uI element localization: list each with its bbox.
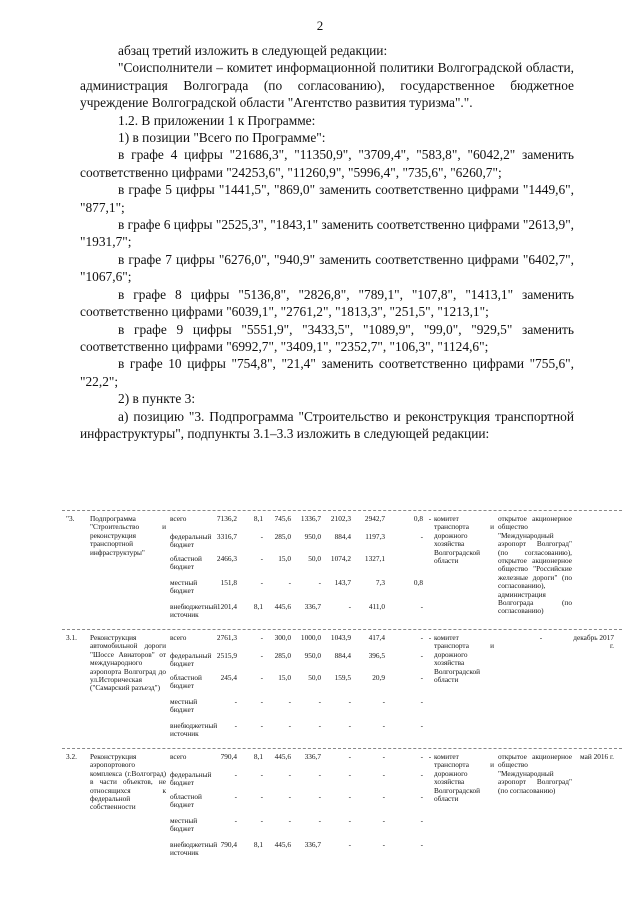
value-cell: - [420, 673, 423, 682]
executor: комитет транспорта и дорожного хозяйства Волгоградской области [434, 752, 494, 804]
value-cell: 336,7 [304, 840, 321, 849]
value-cell: - [420, 770, 423, 779]
value-cell: 884,4 [334, 651, 351, 660]
item-name: Подпрограмма "Строительство и реконструкция транспортной инфраструктуры" [90, 514, 166, 557]
value-cell: - [420, 633, 423, 642]
value-cell: - [382, 770, 385, 779]
value-cell: 396,5 [368, 651, 385, 660]
paragraph: в графе 9 цифры "5551,9", "3433,5", "1089,9", "99,0", "929,5" заменить соответственно цифрами "6992,7", "3409,1", "2352,7", "106,3", "1124,6"; [80, 321, 574, 354]
value-cell: - [318, 697, 321, 706]
source-label: всего [170, 752, 187, 761]
value-cell: 50,0 [308, 554, 321, 563]
value-cell: - [260, 770, 263, 779]
value-cell: 1000,0 [300, 633, 321, 642]
source-label: всего [170, 633, 187, 642]
body-text [80, 42, 574, 442]
value-cell: 151,8 [220, 578, 237, 587]
value-cell: - [420, 651, 423, 660]
table-block [62, 748, 622, 871]
value-cell: - [420, 697, 423, 706]
value-cell: - [420, 752, 423, 761]
value-cell: 7136,2 [216, 514, 237, 523]
dash-cell: - [428, 514, 432, 523]
value-cell: 1336,7 [300, 514, 321, 523]
value-cell: - [318, 770, 321, 779]
value-cell: - [382, 840, 385, 849]
value-cell: - [288, 816, 291, 825]
source-label: местный бюджет [170, 816, 198, 834]
value-cell: 0,8 [413, 578, 423, 587]
paragraph: в графе 5 цифры "1441,5", "869,0" заменить соответственно цифрами "1449,6", "877,1"; [80, 182, 574, 215]
value-cell: 445,6 [274, 752, 291, 761]
source-label: областной бюджет [170, 554, 202, 572]
paragraph: 1.2. В приложении 1 к Программе: [118, 112, 316, 128]
value-cell: - [234, 721, 237, 730]
value-cell: 790,4 [220, 752, 237, 761]
value-cell: - [318, 816, 321, 825]
value-cell: 0,8 [413, 514, 423, 523]
value-cell: 2761,3 [216, 633, 237, 642]
source-label: всего [170, 514, 187, 523]
value-cell: - [260, 721, 263, 730]
value-cell: - [348, 792, 351, 801]
paragraph: абзац третий изложить в следующей редакции: [118, 43, 388, 58]
executor: комитет транспорта и дорожного хозяйства Волгоградской области [434, 514, 494, 566]
amendment-table [62, 510, 622, 871]
value-cell: 411,0 [368, 602, 385, 611]
value-cell: 300,0 [274, 633, 291, 642]
value-cell: - [382, 792, 385, 801]
value-cell: 1074,2 [330, 554, 351, 563]
value-cell: - [348, 752, 351, 761]
value-cell: - [260, 792, 263, 801]
value-cell: 7,3 [375, 578, 385, 587]
paragraph: 2) в пункте 3: [118, 391, 196, 407]
paragraph: в графе 7 цифры "6276,0", "940,9" заменить соответственно цифрами "6402,7", "1067,6"; [80, 251, 574, 285]
value-cell: - [420, 532, 423, 541]
value-cell: - [260, 633, 263, 642]
value-cell: - [260, 651, 263, 660]
value-cell: - [260, 578, 263, 587]
value-cell: - [348, 816, 351, 825]
dash-cell: - [428, 752, 432, 761]
value-cell: 950,0 [304, 532, 321, 541]
participants: открытое акционерное общество "Международный аэропорт Волгоград" (по согласованию) [498, 752, 572, 795]
value-cell: - [318, 721, 321, 730]
value-cell: 15,0 [278, 554, 291, 563]
value-cell: - [420, 840, 423, 849]
value-cell: - [260, 697, 263, 706]
paragraph: 1) в позиции "Всего по Программе": [118, 130, 326, 146]
value-cell: 50,0 [308, 673, 321, 682]
value-cell: - [382, 816, 385, 825]
table-block [62, 510, 622, 629]
value-cell: - [260, 816, 263, 825]
value-cell: - [348, 770, 351, 779]
value-cell: 8,1 [253, 602, 263, 611]
value-cell: - [288, 697, 291, 706]
value-cell: 8,1 [253, 840, 263, 849]
value-cell: - [234, 697, 237, 706]
value-cell: - [260, 554, 263, 563]
source-label: областной бюджет [170, 792, 202, 810]
term: май 2016 г. [580, 752, 614, 761]
value-cell: 745,6 [274, 514, 291, 523]
term: декабрь 2017 г. [573, 633, 614, 651]
value-cell: - [260, 673, 263, 682]
dash-cell: - [428, 633, 432, 642]
value-cell: - [318, 792, 321, 801]
value-cell: - [288, 770, 291, 779]
value-cell: - [348, 721, 351, 730]
value-cell: 950,0 [304, 651, 321, 660]
value-cell: 445,6 [274, 602, 291, 611]
value-cell: 2515,9 [216, 651, 237, 660]
value-cell: 159,5 [334, 673, 351, 682]
value-cell: 1043,9 [330, 633, 351, 642]
source-label: внебюджетный источник [170, 840, 218, 858]
value-cell: - [234, 770, 237, 779]
value-cell: - [382, 752, 385, 761]
value-cell: - [348, 840, 351, 849]
row-number: 3.2. [66, 752, 77, 761]
value-cell: - [348, 697, 351, 706]
participants: открытое акционерное общество "Международный аэропорт Волгоград" (по согласованию), открытое акционерное общество "Российские железные дороги" (по согласованию), администрация Волгограда (по согласованию) [498, 514, 572, 616]
paragraph: в графе 8 цифры "5136,8", "2826,8", "789,1", "107,8", "1413,1" заменить соответственно цифрами "6039,1", "2761,2", "1813,3", "251,5", "1213,1"; [80, 286, 574, 320]
value-cell: - [420, 792, 423, 801]
value-cell: - [382, 697, 385, 706]
value-cell: - [234, 792, 237, 801]
value-cell: 285,0 [274, 651, 291, 660]
table-block [62, 629, 622, 748]
source-label: внебюджетный источник [170, 602, 218, 620]
value-cell: 1327,1 [364, 554, 385, 563]
paragraph: в графе 6 цифры "2525,3", "1843,1" заменить соответственно цифрами "2613,9", "1931,7"; [80, 217, 575, 250]
source-label: местный бюджет [170, 697, 198, 715]
source-label: местный бюджет [170, 578, 198, 596]
value-cell: 790,4 [220, 840, 237, 849]
paragraph: "Соисполнители – комитет информационной политики Волгоградской области, администрация Волгограда (по согласованию), государственное бюджетное учреждение Волгоградской области "Агентство развития туризма".". [80, 60, 574, 111]
item-name: Реконструкция аэропортового комплекса (г.Волгоград) в части объектов, не относящихся к федеральной собственности [90, 752, 166, 812]
value-cell: 336,7 [304, 602, 321, 611]
value-cell: - [288, 792, 291, 801]
value-cell: 245,4 [220, 673, 237, 682]
row-number: 3.1. [66, 633, 77, 642]
value-cell: - [318, 578, 321, 587]
source-label: федеральный бюджет [170, 532, 212, 550]
value-cell: 15,0 [278, 673, 291, 682]
value-cell: 285,0 [274, 532, 291, 541]
value-cell: 2102,3 [330, 514, 351, 523]
value-cell: - [420, 721, 423, 730]
paragraph: в графе 4 цифры "21686,3", "11350,9", "3709,4", "583,8", "6042,2" заменить соответственно цифрами "24253,6", "11260,9", "5996,4", "735,6", "6260,7"; [80, 147, 574, 180]
value-cell: - [234, 816, 237, 825]
value-cell: - [348, 602, 351, 611]
value-cell: 143,7 [334, 578, 351, 587]
value-cell: - [288, 578, 291, 587]
page-number: 2 [316, 18, 324, 33]
value-cell: 417,4 [368, 633, 385, 642]
value-cell: 336,7 [304, 752, 321, 761]
source-label: областной бюджет [170, 673, 202, 691]
value-cell: - [420, 816, 423, 825]
value-cell: 1201,4 [216, 602, 237, 611]
paragraph: в графе 10 цифры "754,8", "21,4" заменить соответственно цифрами "755,6", "22,2"; [80, 356, 574, 389]
value-cell: 3316,7 [216, 532, 237, 541]
paragraph: а) позицию "3. Подпрограмма "Строительство и реконструкция транспортной инфраструктуры", подпункты 3.1–3.3 изложить в следующей редакции: [80, 408, 574, 441]
value-cell: - [288, 721, 291, 730]
executor: комитет транспорта и дорожного хозяйства Волгоградской области [434, 633, 494, 685]
value-cell: - [382, 721, 385, 730]
row-number: "3. [66, 514, 75, 523]
value-cell: 445,6 [274, 840, 291, 849]
value-cell: - [260, 532, 263, 541]
source-label: внебюджетный источник [170, 721, 218, 739]
value-cell: 8,1 [253, 514, 263, 523]
source-label: федеральный бюджет [170, 770, 212, 788]
value-cell: 2466,3 [216, 554, 237, 563]
value-cell: 1197,3 [365, 532, 385, 541]
item-name: Реконструкция автомобильной дороги "Шоссе Авиаторов" от международного аэропорта Волгоград до ул.Историческая ("Самарский разъезд") [90, 633, 166, 693]
value-cell: - [420, 602, 423, 611]
source-label: федеральный бюджет [170, 651, 212, 669]
value-cell: 884,4 [334, 532, 351, 541]
value-cell: 20,9 [372, 673, 385, 682]
value-cell: 8,1 [253, 752, 263, 761]
participants: - [539, 633, 543, 642]
value-cell: 2942,7 [364, 514, 385, 523]
